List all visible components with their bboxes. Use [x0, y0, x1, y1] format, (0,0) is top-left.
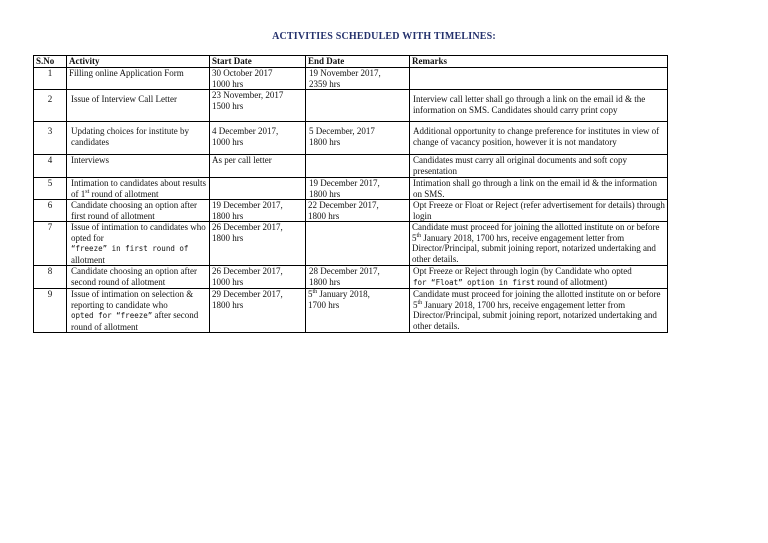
cell-remarks: Interview call letter shall go through a link on the email id & the information on SMS. Candidates should carry print copy — [410, 90, 668, 122]
cell-end-date — [306, 155, 410, 178]
cell-sno: 8 — [34, 266, 67, 289]
cell-activity — [67, 222, 210, 266]
cell-activity: Updating choices for institute by candidates — [67, 122, 210, 155]
ordinal-suffix: th — [312, 289, 318, 295]
end-date-text: January 2018, 1700 hrs — [308, 289, 370, 310]
cell-end-date — [306, 222, 410, 266]
cell-activity — [67, 289, 210, 333]
remarks-emphasis: for “Float” option in first — [413, 277, 535, 287]
table-row — [34, 68, 668, 90]
cell-activity: Issue of Interview Call Letter — [67, 90, 210, 122]
header-activity: Activity — [67, 56, 210, 68]
cell-remarks: Intimation shall go through a link on the email id & the information on SMS. — [410, 178, 668, 200]
table-row — [34, 122, 668, 155]
cell-end-date: 19 December 2017, 1800 hrs — [306, 178, 410, 200]
table-row — [34, 289, 668, 333]
cell-start-date — [210, 178, 306, 200]
cell-sno: 3 — [34, 122, 67, 155]
remarks-text: Candidate must proceed for joining the allotted institute on or before 5 — [413, 289, 661, 310]
end-date-text: 5 — [308, 289, 313, 299]
cell-end-date — [306, 90, 410, 122]
page-title: ACTIVITIES SCHEDULED WITH TIMELINES: — [272, 31, 496, 42]
ordinal-suffix: th — [416, 232, 422, 239]
table-row — [34, 200, 668, 222]
cell-end-date: 5 December, 2017 1800 hrs — [306, 122, 410, 155]
cell-start-date: 26 December 2017, 1800 hrs — [210, 222, 306, 266]
activity-text: Issue of intimation to candidates who opted for — [71, 222, 206, 243]
header-sno: S.No — [34, 56, 67, 68]
cell-remarks — [410, 289, 668, 333]
table-row — [34, 178, 668, 200]
cell-sno: 5 — [34, 178, 67, 200]
table-row — [34, 222, 668, 266]
cell-activity: Candidate choosing an option after first round of allotment — [67, 200, 210, 222]
activity-text: allotment — [71, 254, 105, 265]
cell-sno: 4 — [34, 155, 67, 178]
cell-remarks: Additional opportunity to change preference for institutes in view of change of vacancy position, however it is not mandatory — [410, 122, 668, 155]
cell-remarks — [410, 222, 668, 266]
cell-end-date — [306, 289, 410, 333]
cell-sno: 2 — [34, 90, 67, 122]
activity-text: Issue of intimation on selection & reporting to candidate who — [71, 289, 194, 310]
cell-end-date: 19 November 2017, 2359 hrs — [306, 68, 410, 90]
cell-activity: Filling online Application Form — [67, 68, 210, 90]
cell-start-date: 19 December 2017, 1800 hrs — [210, 200, 306, 222]
activity-emphasis: opted for “freeze” — [71, 311, 153, 320]
cell-remarks — [410, 68, 668, 90]
header-end-date: End Date — [306, 56, 410, 68]
cell-sno: 6 — [34, 200, 67, 222]
activities-table — [33, 55, 668, 333]
table-row — [34, 266, 668, 289]
cell-start-date: 26 December 2017, 1000 hrs — [210, 266, 306, 289]
header-start-date: Start Date — [210, 56, 306, 68]
table-row — [34, 90, 668, 122]
remarks-text: Opt Freeze or Reject through login (by Candidate who opted — [413, 266, 632, 276]
cell-remarks: Opt Freeze or Float or Reject (refer advertisement for details) through login — [410, 200, 668, 222]
cell-start-date: 30 October 2017 1000 hrs — [210, 68, 306, 90]
header-remarks: Remarks — [410, 56, 668, 68]
ordinal-suffix: th — [417, 299, 423, 306]
activity-emphasis: “freeze” in first round of — [71, 244, 189, 253]
cell-end-date: 28 December 2017, 1800 hrs — [306, 266, 410, 289]
cell-sno: 7 — [34, 222, 67, 266]
table-header-row — [34, 56, 668, 68]
activity-text: after second round of allotment — [71, 310, 199, 332]
activity-text: round of allotment — [89, 188, 159, 199]
cell-start-date: 23 November, 2017 1500 hrs — [210, 90, 306, 122]
activity-text: Intimation to candidates about results of 1 — [71, 178, 206, 199]
remarks-text: January 2018, 1700 hrs, receive engagement letter from Director/Principal, submit joining report, notarized undertaking and other details. — [412, 232, 656, 264]
remarks-text: Candidate must proceed for joining the allotted institute on or before 5 — [412, 222, 660, 243]
cell-remarks: Candidates must carry all original documents and soft copy presentation — [410, 155, 668, 178]
cell-remarks — [410, 266, 668, 289]
cell-activity — [67, 178, 210, 200]
cell-start-date: As per call letter — [210, 155, 306, 178]
cell-start-date: 4 December 2017, 1000 hrs — [210, 122, 306, 155]
cell-sno: 9 — [34, 289, 67, 333]
cell-end-date: 22 December 2017, 1800 hrs — [306, 200, 410, 222]
cell-start-date: 29 December 2017, 1800 hrs — [210, 289, 306, 333]
cell-activity: Interviews — [67, 155, 210, 178]
cell-activity: Candidate choosing an option after second round of allotment — [67, 266, 210, 289]
ordinal-suffix: st — [85, 188, 90, 195]
cell-sno: 1 — [34, 68, 67, 90]
table-row — [34, 155, 668, 178]
remarks-text: round of allotment) — [534, 276, 608, 287]
remarks-text: January 2018, 1700 hrs, receive engagement letter from Director/Principal, submit joining report, notarized undertaking and other details. — [413, 299, 657, 331]
